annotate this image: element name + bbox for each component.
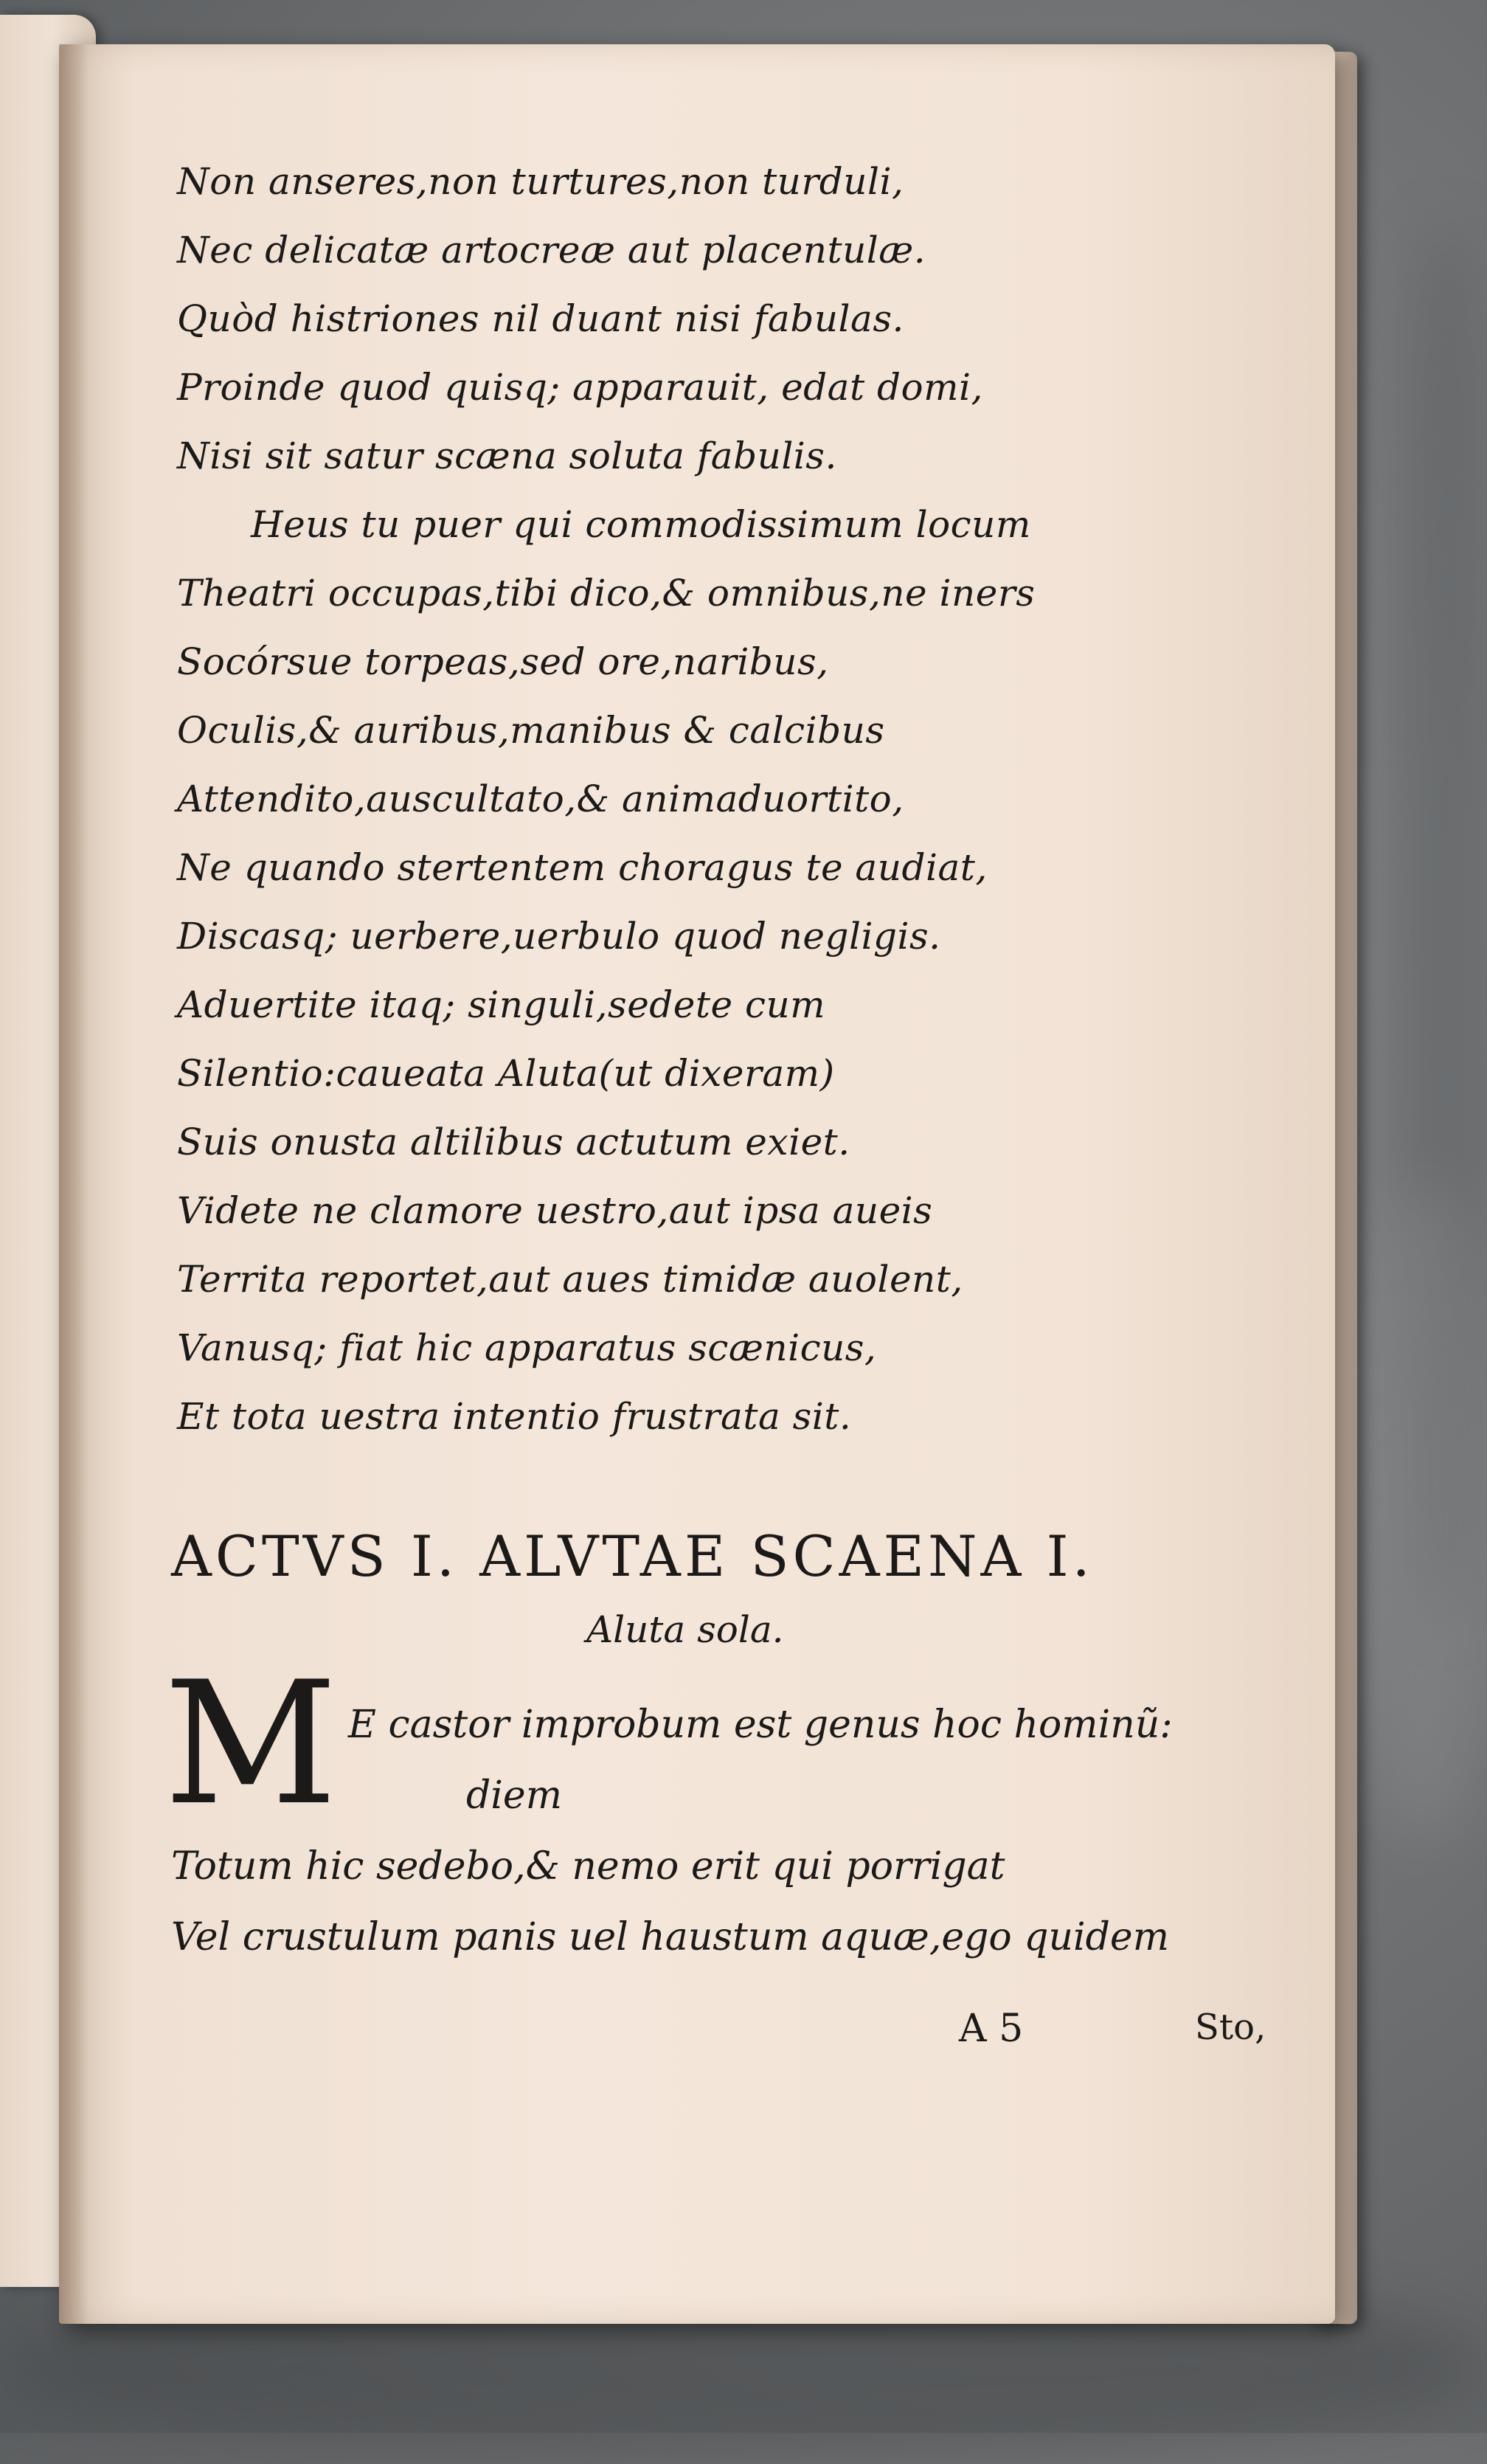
verse-line: Discasq; uerbere,uerbulo quod negligis. <box>177 915 941 958</box>
speaker-label: Aluta sola. <box>586 1608 784 1651</box>
verse-line: Quòd histriones nil duant nisi fabulas. <box>177 297 904 340</box>
signature-mark: A 5 <box>959 2007 1024 2051</box>
act-heading: ACTVS I. ALVTAE SCAENA I. <box>171 1523 1094 1589</box>
gutter-shadow <box>59 44 89 2324</box>
verse-line: Non anseres,non turtures,non turduli, <box>177 160 904 203</box>
scene-line: Vel crustulum panis uel haustum aquæ,ego quidem <box>171 1915 1170 1959</box>
verse-line: Heus tu puer qui commodissimum locum <box>251 503 1031 546</box>
verse-line: Silentio:caueata Aluta(ut dixeram) <box>177 1052 835 1095</box>
verse-line: Videte ne clamore uestro,aut ipsa aueis <box>177 1189 933 1232</box>
scene-text-block <box>171 1689 1322 1973</box>
verse-line: Vanusq; fiat hic apparatus scænicus, <box>177 1326 877 1369</box>
verse-line: Suis onusta altilibus actutum exiet. <box>177 1121 850 1163</box>
verse-line: Nisi sit satur scæna soluta fabulis. <box>177 435 837 477</box>
verse-line: Theatri occupas,tibi dico,& omnibus,ne iners <box>177 572 1036 615</box>
verse-line: Et tota uestra intentio frustrata sit. <box>177 1395 852 1438</box>
scene-line: Totum hic sedebo,& nemo erit qui porrigat <box>171 1844 1005 1889</box>
verse-line: Proinde quod quisq; apparauit, edat domi, <box>177 366 983 409</box>
verse-block <box>177 148 1328 1451</box>
scene-line: diem <box>466 1773 562 1818</box>
verse-line: Ne quando stertentem choragus te audiat, <box>177 846 988 889</box>
verse-line: Territa reportet,aut aues timidæ auolent, <box>177 1258 963 1301</box>
verse-line: Aduertite itaq; singuli,sedete cum <box>177 983 826 1026</box>
verse-line: Oculis,& auribus,manibus & calcibus <box>177 709 885 752</box>
catchword: Sto, <box>1195 2007 1266 2048</box>
drop-cap-initial: M <box>164 1646 338 1843</box>
cloth-highlight <box>1342 1180 1487 1844</box>
verse-line: Nec delicatæ artocreæ aut placentulæ. <box>177 229 926 271</box>
verse-line: Socórsue torpeas,sed ore,naribus, <box>177 640 829 683</box>
verse-line: Attendito,auscultato,& animaduortito, <box>177 778 904 820</box>
scene-line: E castor improbum est genus hoc hominũ: <box>348 1703 1173 1747</box>
